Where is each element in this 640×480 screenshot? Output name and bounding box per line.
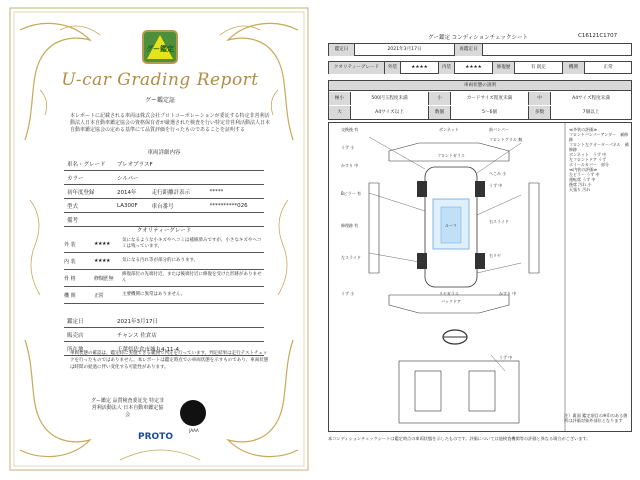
condition-legend	[328, 80, 632, 120]
damage-label: Bピラー 有	[341, 191, 362, 196]
date-label: 鑑定日	[64, 314, 114, 328]
sheet-footer-note2: 注）裏面 鑑定項目の※印のある箇所は評価対象外部位となります	[564, 413, 628, 424]
condition-grade: ★★★★	[94, 241, 110, 247]
damage-label: 交換後 有	[341, 127, 359, 132]
quality-section-heading: クオリティーグレード	[136, 228, 192, 234]
damage-label: ボンネット	[439, 127, 459, 132]
row-value: LA300F	[114, 199, 149, 213]
quality-label: クオリティーグレード	[329, 62, 385, 74]
date-row	[328, 43, 632, 56]
row-label: 型式	[64, 199, 114, 213]
address-label: 所在地	[64, 342, 114, 356]
row-value: シルバー	[114, 171, 264, 185]
legend-value: 5〜6個	[451, 106, 529, 119]
condition-label: 骨 格	[64, 275, 76, 282]
report-subtitle: グー鑑定証	[144, 97, 175, 104]
damage-label: フロントグリル 無	[489, 137, 523, 142]
row-label: 初年度登録	[64, 185, 114, 199]
quality-row	[328, 61, 632, 74]
row-label: 車台番号	[149, 199, 207, 213]
report-title: U-car Grading Report	[61, 70, 259, 90]
condition-grade: 修復歴 無	[94, 275, 114, 282]
row-label: 車名・グレード	[64, 157, 114, 171]
damage-label: かすり 中	[499, 291, 517, 296]
damage-label: ルーフ	[445, 223, 457, 228]
row-value	[114, 213, 264, 227]
table-row	[64, 185, 264, 199]
address-value: 千葉県佐倉市城丸4-11-4	[114, 342, 264, 356]
legend-value: 500円玉程度未満	[351, 92, 429, 105]
repair-history-value: 有 既定	[515, 62, 563, 74]
row-value: **********026	[207, 199, 264, 213]
damage-label: リヤガラス	[439, 291, 459, 296]
sheet-footer-note: 本コンディションチェックシートは鑑定時点の車両状態を示したものです。評価については他検査機関等の評価と異なる場合がございます。	[328, 436, 591, 441]
sheet-title: グー鑑定 コンディションチェックシート	[428, 35, 529, 41]
condition-label: 機 関	[64, 292, 76, 299]
goo-kantei-logo	[142, 30, 178, 64]
damage-label: うず 中	[489, 183, 503, 188]
table-row	[64, 213, 264, 227]
table-row	[64, 314, 264, 328]
legend-key: 多数	[529, 106, 551, 119]
legend-value: 7個以上	[582, 109, 600, 115]
row-label: 備考	[64, 213, 114, 227]
damage-label: 右スライド	[489, 219, 509, 224]
damage-label: へこみ 小	[489, 171, 507, 176]
engine-value: 正常	[603, 65, 613, 70]
damage-label: フロントガラス	[437, 153, 465, 158]
sheet-code: C16121C1707	[578, 33, 618, 39]
damage-label: 前バンパー	[489, 127, 509, 132]
condition-desc: 気になる汚れ等が部分的にあります。	[122, 258, 199, 263]
condition-grade: ★★★★	[94, 258, 110, 264]
vehicle-diagram-area	[328, 122, 632, 432]
legend-value: カードサイズ程度未満	[451, 92, 529, 105]
row-label: 走行距離計表示	[149, 185, 207, 199]
damage-label: うず 小	[341, 291, 355, 296]
certificate-panel	[0, 0, 318, 480]
damage-label: かすり 中	[341, 163, 359, 168]
condition-grade: 正常	[94, 292, 104, 299]
condition-row	[64, 253, 264, 270]
damage-label: バックドア	[441, 299, 461, 304]
exterior-label: 外装	[385, 62, 401, 74]
disclaimer-notes: 車両状態の確認は、鑑定時に実施できる範囲で判定を行っています。判定結果は走行テストチェックを行ったものではありません。本レポートは鑑定時点での車両状態を示すものであり、車両状態は時間の経過に伴い変化する可能性があります。	[70, 351, 269, 370]
date-value: 2021年3月17日	[114, 314, 264, 328]
condition-label: 内 装	[64, 258, 76, 265]
legend-value: A4サイズ以上	[351, 106, 429, 119]
repair-history-label: 修復歴	[493, 62, 515, 74]
engine-label: 機関	[563, 62, 585, 74]
vehicle-details-table	[64, 157, 264, 227]
proto-logo: PROTO	[138, 432, 173, 442]
condition-desc: 主要機関に異常はありません。	[122, 292, 186, 297]
condition-row	[64, 270, 264, 287]
interior-label: 内装	[439, 62, 455, 74]
condition-grades	[64, 236, 264, 304]
condition-row	[64, 236, 264, 253]
row-value: 2014年	[114, 185, 149, 199]
legend-key: 中	[529, 92, 551, 105]
table-row	[64, 157, 264, 171]
condition-row	[64, 287, 264, 304]
condition-desc: 修復部位の先端付近、または後端付近に修復を受けた形跡がありません	[122, 272, 262, 283]
damage-label: 修理跡 有	[341, 223, 359, 228]
evaluation-notes: ≪外装の評価≫ フロントバンパーアンダー 補修跡 フロント左クオーターパネル 補修跡 ボンネット うず 中 左フロントドア うず ホイールカバー 部分 ≪内装の評価≫ 左ピラー うず 中 運転席 うず 中 後席 汚れ 小 天張り 汚れ	[569, 127, 629, 192]
condition-check-sheet	[320, 0, 640, 480]
table-row	[64, 171, 264, 185]
damage-label: うず 中	[499, 355, 513, 360]
re-kantei-label: 再鑑定日	[455, 44, 483, 56]
legend-key: 小	[429, 92, 451, 105]
legend-key: 極小	[329, 92, 351, 105]
table-row	[64, 328, 264, 342]
table-row	[64, 199, 264, 213]
logo-text: グー鑑定	[146, 45, 174, 53]
jaaa-seal	[180, 400, 206, 426]
intro-text: 本レポートに記載される車両は株式会社プロトコーポレーションが委託する特定非営利活動法人日本自動車鑑定協会の資格保有者が厳選された検査を行い特定非営利活動法人日本自動車鑑定協会の定める基準にて品質評価を行ったものであることを証明する	[70, 113, 271, 133]
kantei-date-value: 2021年3月17日	[355, 44, 455, 56]
shop-value: チャンス 佐倉店	[114, 328, 264, 342]
damage-label: 左スライド	[341, 255, 361, 260]
shop-label: 販売店	[64, 328, 114, 342]
jaaa-label: JAAA	[189, 428, 199, 433]
row-value: プレオプラスF	[114, 157, 264, 171]
damage-label: うず 小	[341, 145, 355, 150]
condition-desc: 気になるような小キズやヘコミは補修済みですが、小さなキズやヘコミは残っています。	[122, 238, 262, 249]
damage-label: 右リヤ	[489, 253, 501, 258]
row-label: カラー	[64, 171, 114, 185]
vehicle-section-heading: 車両詳細内容	[147, 150, 181, 156]
inspection-organization: グー鑑定 品質検査委託先 特定非営利活動法人 日本自動車鑑定協会	[90, 398, 165, 418]
row-value: *****	[207, 185, 264, 199]
legend-key: 数個	[429, 106, 451, 119]
legend-key: 大	[329, 106, 351, 119]
interior-grade: ★★★★	[455, 62, 493, 74]
kantei-date-label: 鑑定日	[329, 44, 355, 56]
condition-label: 外 装	[64, 241, 76, 248]
legend-value: A4サイズ程度未満	[572, 95, 610, 101]
exterior-grade: ★★★★	[401, 62, 439, 74]
legend-title: 車両状態の説明	[329, 81, 631, 91]
